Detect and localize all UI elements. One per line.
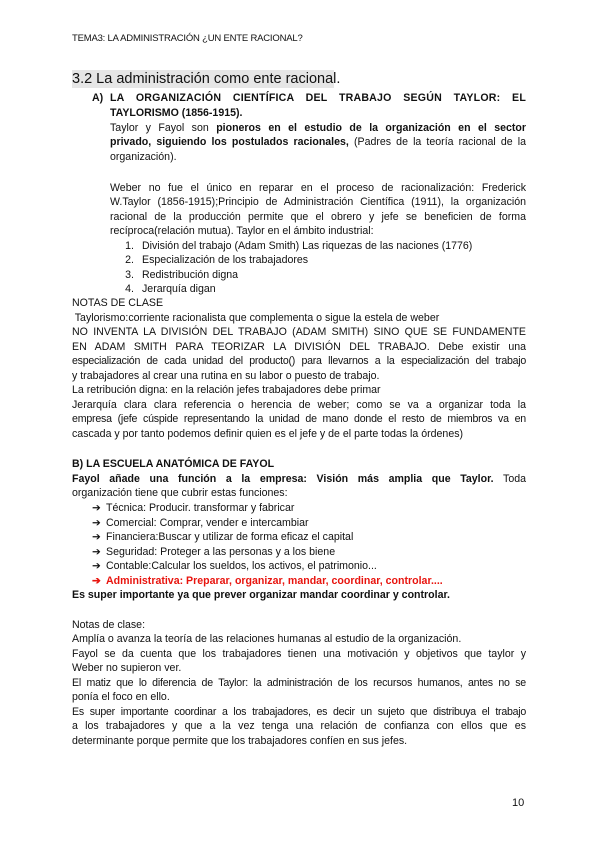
fayol-bold: Fayol añade una función a la empresa: Visión más amplia que Taylor. [72,473,494,485]
function-item [92,530,353,545]
arrow-icon: ➔ [92,502,101,514]
sub-b-title: B) LA ESCUELA ANATÓMICA DE FAYOL [72,458,275,470]
list-number: 2. [125,254,134,266]
intro-plain: Taylor y Fayol son [110,122,217,134]
sub-a-title-line1: LA ORGANIZACIÓN CIENTÍFICA DEL TRABAJO SEGÚN TAYLOR: EL [110,92,526,104]
notes2-line: El matiz que lo diferencia de Taylor: la administración de los recursos humanos, antes no se [72,677,526,689]
notes-line: EN ADAM SMITH PARA TEORIZAR LA DIVISIÓN DEL TRABAJO. Debe existir una [72,341,526,353]
notes-line: empresa (jefe cúspide representando la unidad de mano donde el resto de miembros va en [72,413,526,425]
function-text: Seguridad: Proteger a las personas y a los biene [106,546,336,558]
notes-heading: NOTAS DE CLASE [72,297,164,309]
important-note: Es super importante ya que prever organizar mandar coordinar y controlar. [72,589,450,601]
fayol-line1 [72,472,526,487]
intro-line3: organización). [110,151,177,163]
list-number: 3. [125,269,134,281]
notes-line: y trabajadores al crear una rutina en su labor o puesto de trabajo. [72,370,380,382]
list-number: 1. [125,240,134,252]
list-text: Especialización de los trabajadores [142,254,309,266]
list-number: 4. [125,283,134,295]
function-text: Administrativa: Preparar, organizar, mandar, coordinar, controlar.... [106,575,443,587]
notes2-heading: Notas de clase: [72,619,146,631]
function-item [92,545,335,560]
list-item [118,239,472,254]
arrow-icon: ➔ [92,517,101,529]
notes2-line: Es super importante coordinar a los trabajadores, es decir un sujeto que distribuya el trabajo [72,706,526,718]
notes2-line: Weber no supieron ver. [72,662,182,674]
notes2-line: Fayol se da cuenta que los trabajadores tienen una motivación y objetivos que taylor y [72,648,526,660]
notes2-line: a los trabajadores y que a la vez tenga una relación de confianza con ellos que es [72,720,526,732]
arrow-icon: ➔ [92,575,101,587]
arrow-icon: ➔ [92,546,101,558]
page-number: 10 [512,797,525,809]
list-item [118,268,238,283]
function-text: Financiera:Buscar y utilizar de forma eficaz el capital [106,531,354,543]
arrow-icon: ➔ [92,560,101,572]
intro-bold: pioneros en el estudio de la organización en el sector [216,122,526,134]
section-title: 3.2 La administración como ente racional. [72,71,341,87]
intro-plain-2: (Padres de la teoría racional de la [348,136,526,148]
list-text: Redistribución digna [142,269,238,281]
notes-line: cascada y por tanto podemos definir quien es el jefe y de el parte todas la órdenes) [72,428,464,440]
notes2-line: ponía el foco en ello. [72,691,170,703]
function-item [92,559,377,574]
fayol-line2: organización tiene que cubrir estas funciones: [72,487,288,499]
notes-line: La retribución digna: en la relación jefes trabajadores debe primar [72,384,381,396]
weber-line: Weber no fue el único en reparar en el proceso de racionalización: Frederick [110,182,526,194]
weber-line: recíproca(relación mutua). Taylor en el ámbito industrial: [110,225,374,237]
function-text: Contable:Calcular los sueldos, los activos, el patrimonio... [106,560,377,572]
weber-line: racional de la producción permite que el obrero y jefe se beneficien de forma [110,211,526,223]
notes-line: Jerarquía clara clara referencia o herencia de weber; como se va a organizar toda la [72,399,526,411]
notes2-line: Amplía o avanza la teoría de las relaciones humanas al estudio de la organización. [72,633,462,645]
notes-line: especialización de cada unidad del producto() para llevarnos a la especialización del trabajo [72,355,526,367]
list-text: Jerarquía digan [142,283,216,295]
function-item [92,501,294,516]
intro-bold-2: privado, siguiendo los postulados racionales, [110,136,349,148]
arrow-icon: ➔ [92,531,101,543]
function-text: Comercial: Comprar, vender e intercambiar [106,517,309,529]
fayol-plain: Toda [493,473,526,485]
sub-a-title-line2: TAYLORISMO (1856-1915). [110,107,243,119]
sub-a-label: A) [92,92,104,104]
running-header: TEMA3: LA ADMINISTRACIÓN ¿UN ENTE RACIONAL? [72,33,303,44]
function-item-highlight [92,574,443,589]
list-text: División del trabajo (Adam Smith) Las riquezas de las naciones (1776) [142,240,473,252]
notes-line: Taylorismo:corriente racionalista que complementa o sigue la estela de weber [72,312,440,324]
notes2-line: determinante porque permite que los trabajadores confíen en sus jefes. [72,735,408,747]
intro-line2 [110,135,526,150]
list-item [118,253,308,268]
intro-line1 [110,121,526,136]
function-item [92,516,309,531]
notes-line: NO INVENTA LA DIVISIÓN DEL TRABAJO (ADAM SMITH) SINO QUE SE FUNDAMENTE [72,326,526,338]
list-item [118,282,216,297]
weber-line: W.Taylor (1856-1915);Principio de Administración Científica (1911), la organización [110,196,526,208]
function-text: Técnica: Producir. transformar y fabricar [106,502,295,514]
